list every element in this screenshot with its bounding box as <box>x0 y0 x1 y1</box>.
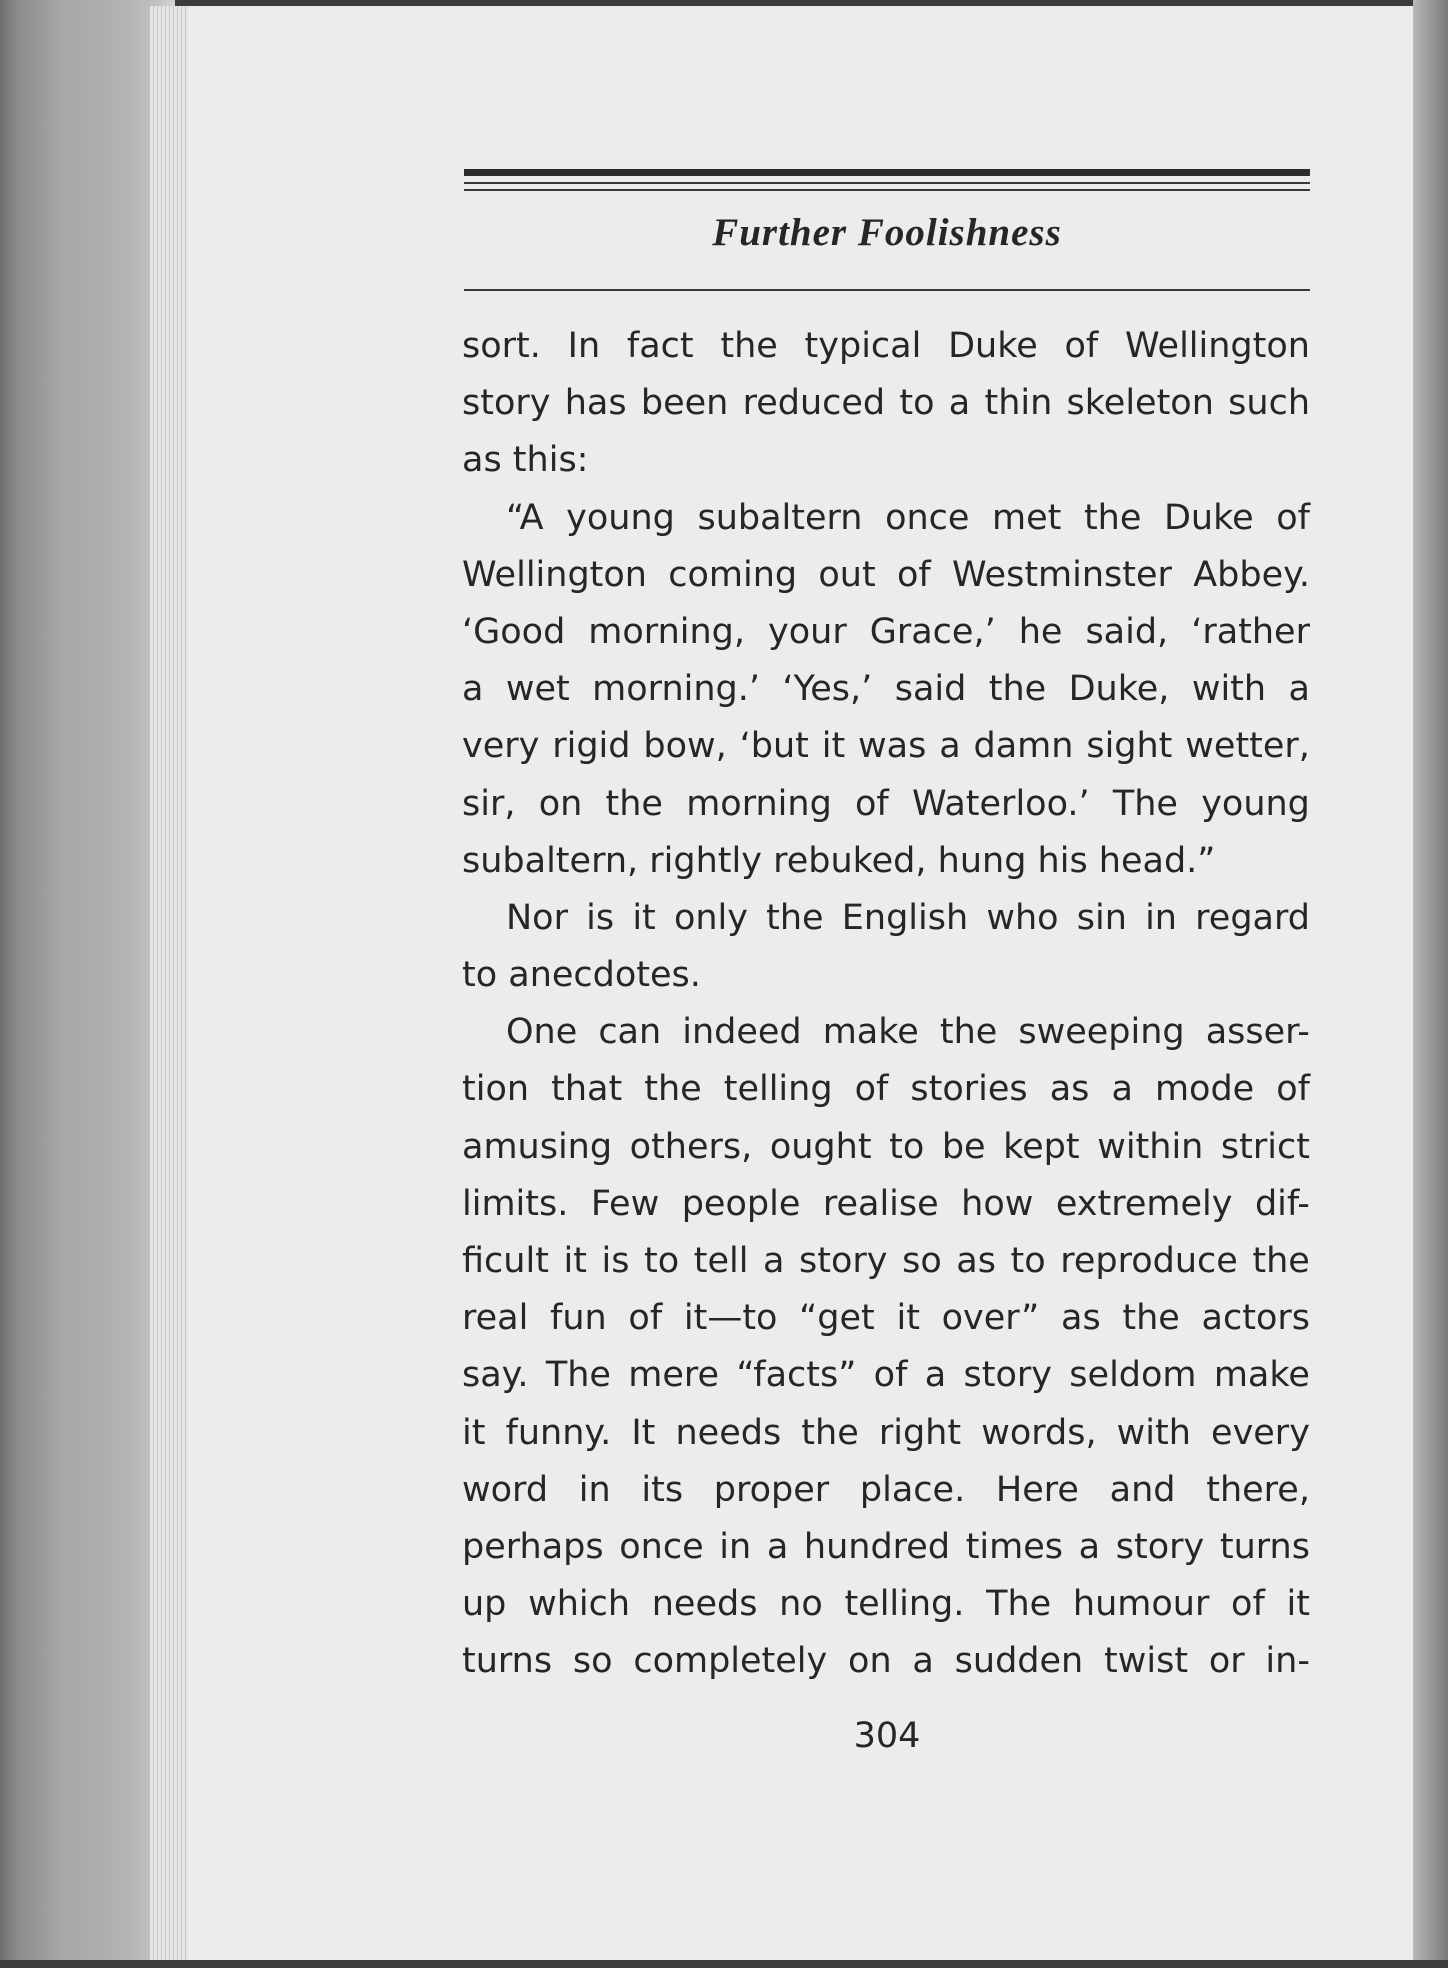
word: said, <box>1085 611 1169 652</box>
word: be <box>941 1126 986 1167</box>
word: the <box>1252 1241 1310 1281</box>
word: Grace,’ <box>869 611 996 652</box>
scan-right-border <box>1413 0 1448 1968</box>
word: fun <box>550 1298 607 1339</box>
word: sight <box>1086 726 1173 767</box>
word: Few <box>590 1183 660 1224</box>
word: its <box>641 1469 684 1510</box>
text-line <box>462 547 1310 604</box>
word: has <box>564 383 627 424</box>
text-line <box>462 1233 1310 1290</box>
word: ficult <box>462 1241 549 1281</box>
word: of <box>1231 1584 1265 1625</box>
word: a <box>1111 1069 1133 1110</box>
word: a <box>924 1355 947 1396</box>
word: once <box>885 497 970 538</box>
word: make <box>1213 1355 1310 1396</box>
word: rigid <box>552 726 631 767</box>
word: turns <box>462 1641 553 1682</box>
word: Here <box>995 1469 1079 1510</box>
word: the <box>988 669 1047 710</box>
page-stack-edges <box>150 6 190 1962</box>
word: coming <box>668 554 798 595</box>
word: real <box>462 1298 529 1339</box>
word: which <box>528 1584 631 1625</box>
word: is <box>601 1241 630 1281</box>
header-rule-bottom <box>464 289 1310 291</box>
word: with <box>1116 1412 1191 1453</box>
text-line <box>462 604 1310 661</box>
word: so <box>902 1241 942 1281</box>
word: “get <box>799 1298 875 1339</box>
word: times <box>965 1526 1064 1567</box>
word: funny. <box>505 1412 612 1453</box>
word: limits. <box>462 1183 569 1224</box>
word: is <box>586 897 615 938</box>
word: One <box>506 1012 578 1053</box>
word: your <box>768 611 847 652</box>
word: Wellington <box>1124 326 1310 366</box>
word: morning, <box>588 611 746 652</box>
word: with <box>1191 669 1267 710</box>
word: “A <box>506 497 544 538</box>
word: kept <box>1003 1126 1080 1167</box>
word: and <box>1109 1469 1176 1510</box>
word: been <box>640 383 729 424</box>
word: mode <box>1154 1069 1255 1110</box>
word: a <box>939 726 961 767</box>
word: was <box>858 726 927 767</box>
text-line-content: to anecdotes. <box>462 955 701 996</box>
word: tion <box>462 1069 530 1110</box>
word: sir, <box>462 783 516 824</box>
word: in- <box>1265 1641 1310 1682</box>
word: Westminster <box>952 554 1172 595</box>
page-number: 304 <box>853 1716 921 1756</box>
word: as <box>1061 1298 1101 1339</box>
text-line <box>462 947 1310 1004</box>
text-line <box>462 1004 1310 1061</box>
body-text <box>462 318 1310 1691</box>
text-line <box>462 718 1310 775</box>
word: The <box>1112 783 1178 824</box>
word: Wellington <box>462 554 647 595</box>
word: actors <box>1201 1298 1310 1339</box>
word: young <box>1201 783 1310 824</box>
word: perhaps <box>462 1526 604 1567</box>
word: Duke <box>1163 497 1254 538</box>
text-line <box>462 1405 1310 1462</box>
word: up <box>462 1584 507 1625</box>
word: of <box>1276 1069 1310 1110</box>
text-line <box>462 1519 1310 1576</box>
header-rule-thick <box>464 169 1310 176</box>
word: as <box>956 1241 996 1281</box>
word: reproduce <box>1060 1241 1238 1281</box>
word: story <box>462 383 551 424</box>
word: on <box>848 1641 892 1682</box>
word: words, <box>981 1412 1097 1453</box>
word: on <box>538 783 583 824</box>
text-line <box>462 375 1310 432</box>
word: regard <box>1195 897 1310 938</box>
word: story <box>799 1241 888 1281</box>
word: It <box>631 1412 656 1453</box>
word: can <box>598 1012 662 1053</box>
word: in <box>578 1469 611 1510</box>
text-line-content: as this: <box>462 440 589 481</box>
word: amusing <box>462 1126 613 1167</box>
word: dif- <box>1254 1183 1310 1224</box>
word: twist <box>1104 1641 1189 1682</box>
word: Waterloo.’ <box>911 783 1090 824</box>
word: a <box>763 1241 785 1281</box>
word: “facts” <box>736 1355 857 1396</box>
word: it <box>632 897 656 938</box>
text-line <box>462 1633 1310 1690</box>
word: the <box>939 1012 998 1053</box>
word: completely <box>633 1641 828 1682</box>
word: of <box>896 554 931 595</box>
word: it <box>821 726 846 767</box>
word: Duke <box>948 326 1038 366</box>
word: to <box>1010 1241 1046 1281</box>
word: of <box>873 1355 908 1396</box>
word: met <box>992 497 1062 538</box>
word: to <box>644 1241 680 1281</box>
header-rule-thin <box>464 189 1310 191</box>
scan-bottom-border <box>0 1960 1448 1968</box>
text-line <box>462 432 1310 489</box>
word: people <box>681 1183 801 1224</box>
word: said <box>894 669 967 710</box>
text-line <box>462 1061 1310 1118</box>
word: in <box>1145 897 1177 938</box>
word: word <box>462 1469 549 1510</box>
word: proper <box>713 1469 830 1510</box>
word: he <box>1018 611 1063 652</box>
word: The <box>545 1355 611 1396</box>
text-line-content: subaltern, rightly rebuked, hung his head.” <box>462 840 1216 881</box>
word: that <box>551 1069 623 1110</box>
book-spine-edge <box>0 0 175 1968</box>
word: how <box>961 1183 1034 1224</box>
word: right <box>878 1412 962 1453</box>
word: hundred <box>803 1526 951 1567</box>
word: of <box>1064 326 1099 366</box>
word: indeed <box>682 1012 802 1053</box>
word: needs <box>675 1412 782 1453</box>
word: sin <box>1076 897 1127 938</box>
word: place. <box>859 1469 966 1510</box>
word: sort. <box>462 326 541 366</box>
word: typical <box>804 326 922 366</box>
word: once <box>619 1526 704 1567</box>
word: it <box>563 1241 587 1281</box>
word: turns <box>1219 1526 1310 1567</box>
word: a <box>462 669 484 710</box>
word: fact <box>626 326 694 366</box>
word: ‘Yes,’ <box>782 669 873 710</box>
word: who <box>986 897 1059 938</box>
word: bow, <box>643 726 727 767</box>
word: a <box>766 1526 789 1567</box>
word: subaltern <box>697 497 863 538</box>
word: story <box>1115 1526 1205 1567</box>
text-line <box>462 1290 1310 1347</box>
word: the <box>1122 1298 1180 1339</box>
word: sweeping <box>1018 1012 1185 1053</box>
word: in <box>719 1526 752 1567</box>
word: of <box>1276 497 1310 538</box>
word: damn <box>973 726 1074 767</box>
word: no <box>779 1584 823 1625</box>
text-line <box>462 318 1310 375</box>
word: a <box>1078 1526 1101 1567</box>
word: In <box>567 326 601 366</box>
word: humour <box>1072 1584 1210 1625</box>
word: ought <box>769 1126 872 1167</box>
word: a <box>948 383 971 424</box>
text-line <box>462 490 1310 547</box>
word: sudden <box>954 1641 1084 1682</box>
word: it <box>1286 1584 1310 1625</box>
word: over” <box>941 1298 1040 1339</box>
word: the <box>720 326 778 366</box>
text-line <box>462 776 1310 833</box>
word: telling <box>723 1069 833 1110</box>
word: the <box>801 1412 859 1453</box>
word: so <box>572 1641 613 1682</box>
word: seldom <box>1069 1355 1197 1396</box>
text-line <box>462 890 1310 947</box>
word: thin <box>984 383 1053 424</box>
word: as <box>1049 1069 1090 1110</box>
word: morning <box>686 783 832 824</box>
word: young <box>566 497 675 538</box>
word: a <box>1288 669 1310 710</box>
word: such <box>1228 383 1310 424</box>
word: skeleton <box>1066 383 1214 424</box>
word: the <box>766 897 824 938</box>
word: there, <box>1206 1469 1310 1510</box>
word: extremely <box>1055 1183 1233 1224</box>
word: out <box>818 554 876 595</box>
word: telling. <box>844 1584 965 1625</box>
word: asser- <box>1205 1012 1310 1053</box>
word: mere <box>628 1355 720 1396</box>
word: only <box>673 897 748 938</box>
text-line <box>462 1176 1310 1233</box>
word: a <box>912 1641 934 1682</box>
word: English <box>841 897 969 938</box>
word: Nor <box>506 897 568 938</box>
text-line <box>462 1462 1310 1519</box>
word: of <box>628 1298 663 1339</box>
word: the <box>644 1069 702 1110</box>
text-line <box>462 1119 1310 1176</box>
word: or <box>1208 1641 1245 1682</box>
word: say. <box>462 1355 529 1396</box>
word: ‘rather <box>1191 611 1310 652</box>
word: of <box>855 783 889 824</box>
word: within <box>1097 1126 1204 1167</box>
word: ‘Good <box>462 611 566 652</box>
word: wetter, <box>1185 726 1310 767</box>
word: wet <box>505 669 570 710</box>
text-line <box>462 1576 1310 1633</box>
running-head: Further Foolishness <box>712 211 1062 254</box>
word: needs <box>651 1584 758 1625</box>
word: strict <box>1220 1126 1310 1167</box>
word: reduced <box>742 383 886 424</box>
word: to <box>899 383 935 424</box>
word: stories <box>910 1069 1028 1110</box>
word: it—to <box>683 1298 778 1339</box>
text-line <box>462 1347 1310 1404</box>
word: make <box>822 1012 919 1053</box>
word: ‘but <box>739 726 809 767</box>
word: others, <box>629 1126 753 1167</box>
word: Abbey. <box>1193 554 1310 595</box>
word: it <box>462 1412 486 1453</box>
word: tell <box>693 1241 749 1281</box>
word: the <box>1083 497 1142 538</box>
word: story <box>963 1355 1052 1396</box>
word: The <box>986 1584 1052 1625</box>
word: the <box>605 783 663 824</box>
word: every <box>1211 1412 1310 1453</box>
word: Duke, <box>1068 669 1170 710</box>
word: it <box>896 1298 920 1339</box>
word: of <box>854 1069 889 1110</box>
word: to <box>889 1126 925 1167</box>
word: realise <box>822 1183 939 1224</box>
word: very <box>462 726 540 767</box>
header-rule-thin <box>464 182 1310 184</box>
word: morning.’ <box>592 669 760 710</box>
text-line <box>462 661 1310 718</box>
text-line <box>462 833 1310 890</box>
